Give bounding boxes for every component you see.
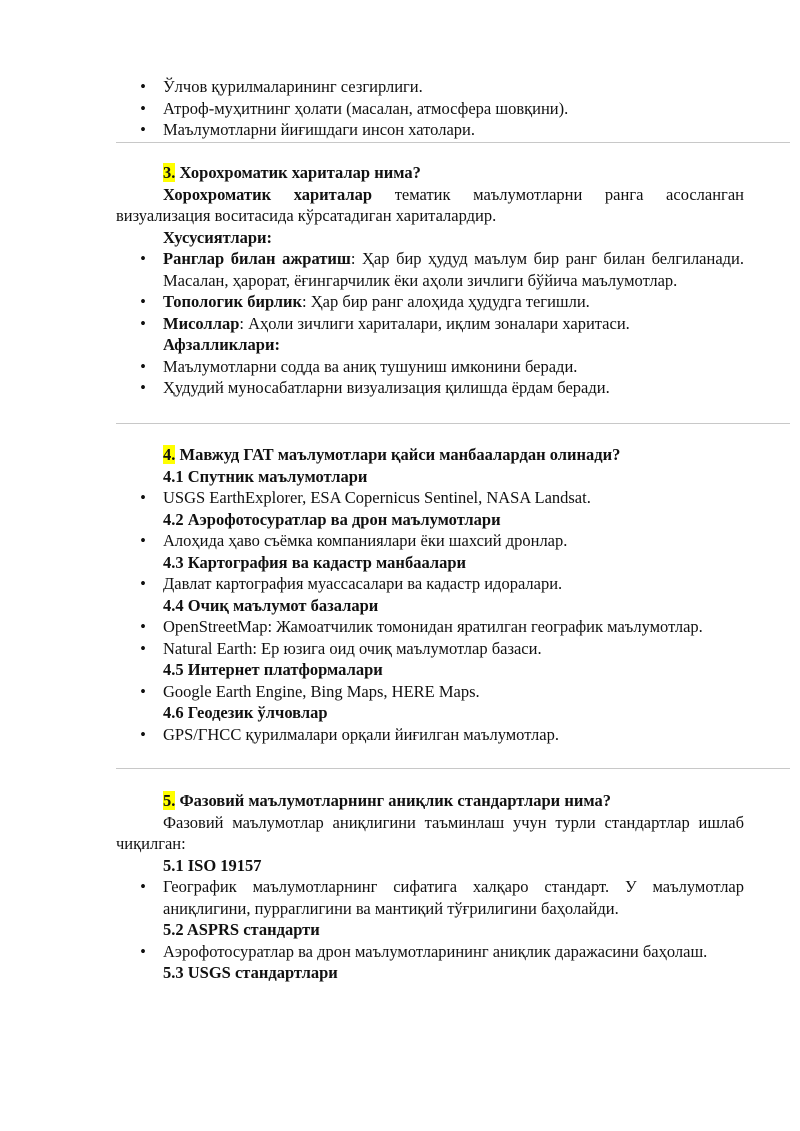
list-item: • Ҳудудий муносабатларни визуализация қилишда ёрдам беради. bbox=[116, 377, 744, 399]
list-item: • Давлат картография муассасалари ва кадастр идоралари. bbox=[116, 573, 744, 595]
features-heading: Хусусиятлари: bbox=[163, 227, 273, 247]
bullet-icon: • bbox=[140, 378, 146, 397]
list-item: • Атроф-муҳитнинг ҳолати (масалан, атмосфера шовқини). bbox=[116, 98, 744, 120]
bullet-icon: • bbox=[140, 120, 146, 139]
section-heading: 4.4 Очиқ маълумот базалари bbox=[163, 595, 379, 615]
section-heading: 4.6 Геодезик ўлчовлар bbox=[163, 703, 328, 722]
list-item: • Google Earth Engine, Bing Maps, HERE Maps. bbox=[116, 681, 744, 703]
list-item: • Ўлчов қурилмаларининг сезгирлиги. bbox=[116, 76, 744, 98]
section-heading: 4.3 Картография ва кадастр манбаалари bbox=[163, 552, 467, 572]
bullet-icon: • bbox=[140, 356, 146, 376]
bullet-icon: • bbox=[140, 488, 146, 507]
list-item: • GPS/ГНСС қурилмалари орқали йиғилган маълумотлар. bbox=[116, 724, 744, 746]
question-3-definition: Хорохроматик хариталар тематик маълумотларни ранга асосланган визуализация воситасида кўрсатадиган хариталардир. bbox=[116, 184, 744, 225]
list-item: • OpenStreetMap: Жамоатчилик томонидан яратилган географик маълумотлар. bbox=[116, 616, 744, 638]
bullet-icon: • bbox=[140, 292, 146, 311]
question-4-block bbox=[116, 444, 744, 745]
section-heading: 4.5 Интернет платформалари bbox=[163, 660, 383, 679]
list-item: • Маълумотларни содда ва аниқ тушуниш имконини беради. bbox=[116, 356, 744, 378]
bullet-icon: • bbox=[140, 941, 146, 961]
list-item: • Natural Earth: Ер юзига оид очиқ маълумотлар базаси. bbox=[116, 638, 744, 660]
section-divider bbox=[116, 423, 790, 424]
section-heading: 4.1 Спутник маълумотлари bbox=[163, 466, 368, 486]
list-item: • USGS EarthExplorer, ESA Copernicus Sentinel, NASA Landsat. bbox=[116, 487, 744, 509]
list-item: • Ранглар билан ажратиш: Ҳар бир ҳудуд маълум бир ранг билан белгиланади. Масалан, ҳарорат, ёғингарчилик ёки аҳоли зичлиги бўйича маълумотлар. bbox=[116, 248, 744, 291]
error-sources-list bbox=[116, 76, 744, 141]
bullet-icon: • bbox=[140, 77, 146, 96]
advantages-heading: Афзалликлари: bbox=[163, 335, 280, 354]
bullet-icon: • bbox=[140, 724, 146, 744]
section-list bbox=[116, 530, 744, 552]
question-number-highlight: 3. bbox=[163, 163, 176, 182]
section-list bbox=[116, 573, 744, 595]
advantages-list bbox=[116, 356, 744, 399]
error-sources-list-block bbox=[116, 76, 744, 141]
bullet-icon: • bbox=[140, 877, 146, 896]
question-number-highlight: 5. bbox=[163, 791, 176, 810]
bullet-icon: • bbox=[140, 98, 146, 118]
section-divider bbox=[116, 142, 790, 143]
question-3-block bbox=[116, 162, 744, 399]
list-item: • Аэрофотосуратлар ва дрон маълумотларининг аниқлик даражасини баҳолаш. bbox=[116, 941, 744, 963]
question-number-highlight: 4. bbox=[163, 445, 176, 464]
section-list bbox=[116, 876, 744, 919]
section-list bbox=[116, 616, 744, 659]
question-3-heading: 3. Хорохроматик хариталар нима? bbox=[163, 163, 421, 182]
section-list bbox=[116, 724, 744, 746]
section-heading: 5.3 USGS стандартлари bbox=[163, 963, 338, 982]
question-5-intro: Фазовий маълумотлар аниқлигини таъминлаш учун турли стандартлар ишлаб чиқилган: bbox=[116, 812, 744, 853]
section-divider bbox=[116, 768, 790, 769]
bullet-icon: • bbox=[140, 531, 146, 550]
section-list bbox=[116, 941, 744, 963]
bullet-icon: • bbox=[140, 313, 146, 333]
features-list bbox=[116, 248, 744, 334]
section-heading: 5.1 ISO 19157 bbox=[163, 855, 262, 875]
bullet-icon: • bbox=[140, 574, 146, 593]
section-list bbox=[116, 487, 744, 509]
section-list bbox=[116, 681, 744, 703]
question-5-heading: 5. Фазовий маълумотларнинг аниқлик стандартлари нима? bbox=[163, 791, 611, 810]
list-item: • Географик маълумотларнинг сифатига халқаро стандарт. У маълумотлар аниқлигини, пурраглигини ва мантиқий тўғрилигини баҳолайди. bbox=[116, 876, 744, 919]
section-heading: 4.2 Аэрофотосуратлар ва дрон маълумотлари bbox=[163, 509, 501, 529]
list-item: • Алоҳида ҳаво съёмка компаниялари ёки шахсий дронлар. bbox=[116, 530, 744, 552]
bullet-icon: • bbox=[140, 617, 146, 636]
question-4-heading: 4. Мавжуд ГАТ маълумотлари қайси манбаалардан олинади? bbox=[163, 445, 621, 464]
list-item: • Топологик бирлик: Ҳар бир ранг алоҳида ҳудудга тегишли. bbox=[116, 291, 744, 313]
bullet-icon: • bbox=[140, 681, 146, 701]
section-heading: 5.2 ASPRS стандарти bbox=[163, 920, 320, 939]
bullet-icon: • bbox=[140, 638, 146, 658]
list-item: • Маълумотларни йиғишдаги инсон хатолари. bbox=[116, 119, 744, 141]
question-5-block bbox=[116, 790, 744, 984]
bullet-icon: • bbox=[140, 249, 146, 268]
list-item: • Мисоллар: Аҳоли зичлиги хариталари, иқлим зоналари харитаси. bbox=[116, 313, 744, 335]
